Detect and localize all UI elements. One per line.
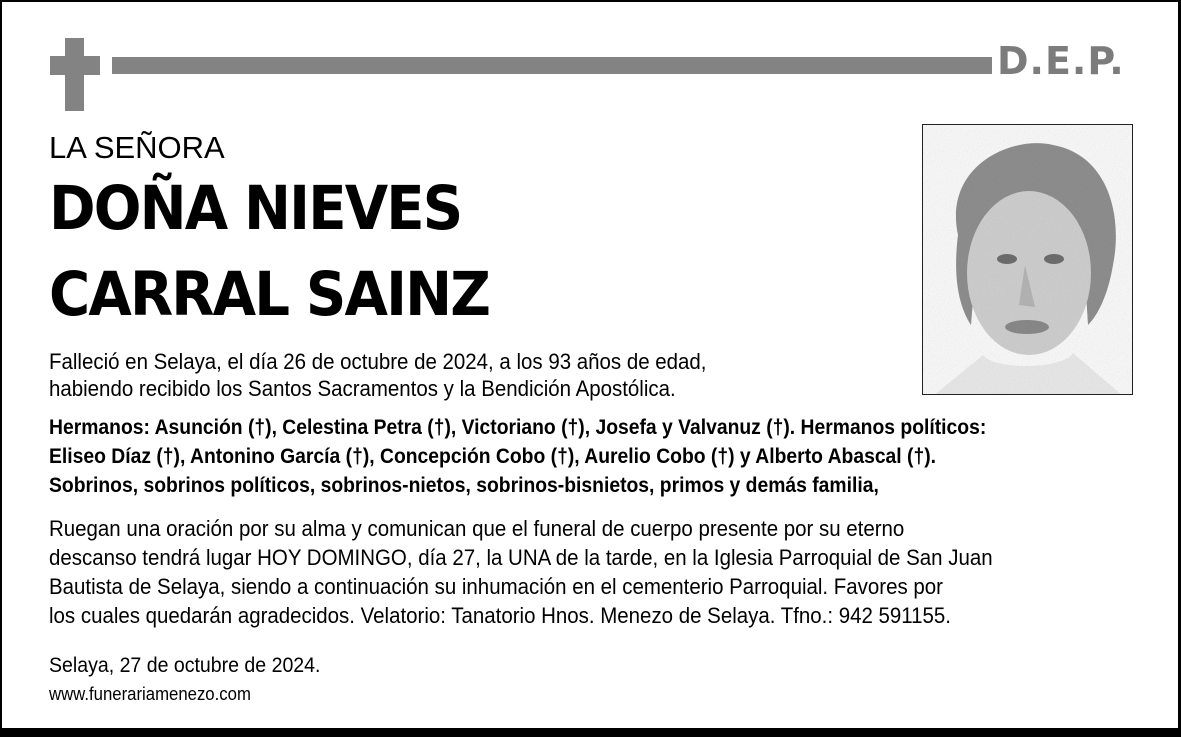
funeral-line: Ruegan una oración por su alma y comunican que el funeral de cuerpo presente por su eterno [49, 516, 905, 541]
death-notice-line: Falleció en Selaya, el día 26 de octubre de 2024, a los 93 años de edad, [49, 349, 707, 374]
deceased-name-line-1: DOÑA NIEVES [49, 173, 462, 244]
death-notice [49, 348, 706, 402]
family-line: Sobrinos, sobrinos políticos, sobrinos-nietos, sobrinos-bisnietos, primos y demás familia, [49, 474, 879, 497]
funeral-line: descanso tendrá lugar HOY DOMINGO, día 27, la UNA de la tarde, en la Iglesia Parroquial de San Juan [49, 545, 993, 570]
death-notice-line: habiendo recibido los Santos Sacramentos y la Bendición Apostólica. [49, 376, 676, 401]
family-list [49, 413, 986, 500]
header-rule [112, 57, 992, 74]
family-line: Hermanos: Asunción (†), Celestina Petra (†), Victoriano (†), Josefa y Valvanuz (†). Hermanos políticos: [49, 416, 987, 439]
deceased-name-line-2: CARRAL SAINZ [49, 259, 490, 330]
website-link[interactable]: www.funerariamenezo.com [49, 684, 251, 704]
funeral-line: Bautista de Selaya, siendo a continuación su inhumación en el cementerio Parroquial. Favores por [49, 574, 943, 599]
family-line: Eliseo Díaz (†), Antonino García (†), Concepción Cobo (†), Aurelio Cobo (†) y Alberto Abascal (†). [49, 445, 937, 468]
funeral-line: los cuales quedarán agradecidos. Velatorio: Tanatorio Hnos. Menezo de Selaya. Tfno.: 942 591155. [49, 603, 951, 628]
deceased-photo [922, 124, 1133, 395]
portrait-icon [923, 125, 1133, 395]
cross-icon-horizontal [50, 56, 100, 75]
honorific: LA SEÑORA [49, 130, 225, 165]
funeral-details [49, 514, 993, 630]
place-date: Selaya, 27 de octubre de 2024. [49, 654, 321, 677]
dep-label: D.E.P. [997, 39, 1125, 83]
